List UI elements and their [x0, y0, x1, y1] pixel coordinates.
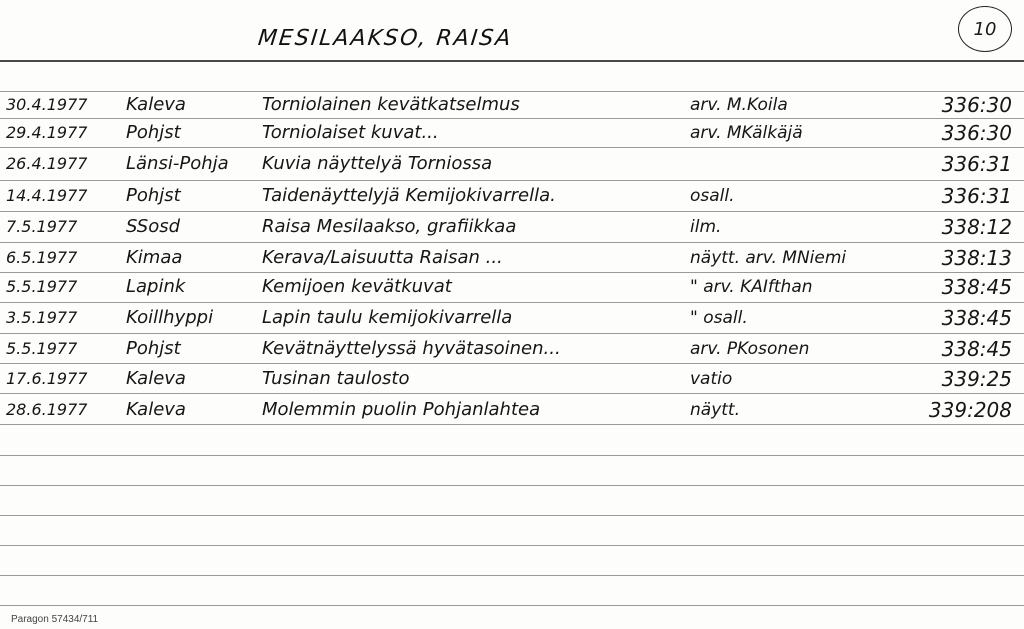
ruled-line: [0, 515, 1024, 516]
ruled-line: [0, 575, 1024, 576]
entry-newspaper: Pohjst: [126, 122, 181, 143]
entry-type: ilm.: [690, 217, 722, 237]
ruled-line: [0, 545, 1024, 546]
ruled-line: [0, 302, 1024, 303]
entry-title: Kemijoen kevätkuvat: [262, 276, 452, 297]
ruled-line: [0, 485, 1024, 486]
entry-date: 3.5.1977: [6, 308, 78, 327]
entry-newspaper: Lapink: [126, 276, 186, 297]
entry-title: Torniolaiset kuvat...: [262, 122, 439, 143]
ruled-line: [0, 147, 1024, 148]
entry-date: 29.4.1977: [6, 123, 88, 142]
entry-title: Molemmin puolin Pohjanlahtea: [262, 399, 541, 420]
entry-row: [0, 214, 1024, 240]
entry-row: [0, 274, 1024, 300]
ruled-line: [0, 605, 1024, 606]
entry-classification: 338:45: [941, 306, 1012, 330]
ruled-line-top: [0, 60, 1024, 62]
entry-classification: 338:45: [941, 337, 1012, 361]
card-number-circle: [958, 6, 1012, 52]
ruled-line: [0, 424, 1024, 425]
entry-date: 5.5.1977: [6, 339, 78, 358]
card-heading-name: MESILAAKSO, RAISA: [256, 26, 514, 51]
entry-type: " arv. KAIfthan: [690, 277, 813, 297]
entry-classification: 336:31: [941, 152, 1012, 176]
entry-newspaper: Koillhyppi: [126, 307, 214, 328]
entry-title: Tusinan taulosto: [262, 368, 410, 389]
entry-row: [0, 120, 1024, 146]
entry-type: arv. M.Koila: [690, 95, 788, 115]
entry-title: Raisa Mesilaakso, grafiikkaa: [262, 216, 517, 237]
entry-type: näytt. arv. MNiemi: [690, 248, 847, 268]
entry-type: arv. PKosonen: [690, 339, 810, 359]
entry-title: Kerava/Laisuutta Raisan ...: [262, 247, 503, 268]
ruled-line: [0, 393, 1024, 394]
ruled-line: [0, 242, 1024, 243]
entry-classification: 338:13: [941, 246, 1012, 270]
ruled-line: [0, 118, 1024, 119]
entry-newspaper: Kaleva: [126, 94, 186, 115]
entry-row: [0, 151, 1024, 177]
entry-row: [0, 92, 1024, 118]
entry-date: 5.5.1977: [6, 277, 78, 296]
entry-newspaper: Pohjst: [126, 338, 181, 359]
entry-classification: 338:12: [941, 215, 1012, 239]
entry-newspaper: Kaleva: [126, 368, 186, 389]
entry-row: [0, 366, 1024, 392]
entry-row: [0, 183, 1024, 209]
entry-newspaper: SSosd: [126, 216, 181, 237]
entry-type: " osall.: [690, 308, 748, 328]
entry-date: 17.6.1977: [6, 369, 88, 388]
entry-row: [0, 336, 1024, 362]
entry-row: [0, 397, 1024, 423]
ruled-line: [0, 333, 1024, 334]
entry-title: Kuvia näyttelyä Torniossa: [262, 153, 493, 174]
entry-newspaper: Länsi-Pohja: [126, 153, 229, 174]
entry-newspaper: Kaleva: [126, 399, 186, 420]
entry-newspaper: Kimaa: [126, 247, 183, 268]
entry-row: [0, 305, 1024, 331]
card-number: 10: [973, 18, 997, 40]
entry-classification: 336:30: [941, 121, 1012, 145]
entry-classification: 339:208: [928, 398, 1012, 422]
entry-newspaper: Pohjst: [126, 185, 181, 206]
entry-title: Lapin taulu kemijokivarrella: [262, 307, 513, 328]
entry-classification: 339:25: [941, 367, 1012, 391]
entry-classification: 338:45: [941, 275, 1012, 299]
entry-date: 30.4.1977: [6, 95, 88, 114]
entry-date: 28.6.1977: [6, 400, 88, 419]
entry-type: näytt.: [690, 400, 740, 420]
entry-date: 7.5.1977: [6, 217, 78, 236]
entry-type: vatio: [690, 369, 733, 389]
ruled-line: [0, 272, 1024, 273]
entry-classification: 336:30: [941, 93, 1012, 117]
ruled-line: [0, 180, 1024, 181]
entry-date: 26.4.1977: [6, 154, 88, 173]
entry-type: arv. MKälkäjä: [690, 123, 803, 143]
ruled-line: [0, 455, 1024, 456]
ruled-line: [0, 211, 1024, 212]
print-code: Paragon 57434/711: [11, 614, 99, 625]
ruled-line: [0, 363, 1024, 364]
entry-date: 6.5.1977: [6, 248, 78, 267]
entry-title: Taidenäyttelyjä Kemijokivarrella.: [262, 185, 556, 206]
entry-classification: 336:31: [941, 184, 1012, 208]
entry-type: osall.: [690, 186, 735, 206]
entry-date: 14.4.1977: [6, 186, 88, 205]
entry-row: [0, 245, 1024, 271]
entry-title: Torniolainen kevätkatselmus: [262, 94, 520, 115]
entry-title: Kevätnäyttelyssä hyvätasoinen...: [262, 338, 561, 359]
